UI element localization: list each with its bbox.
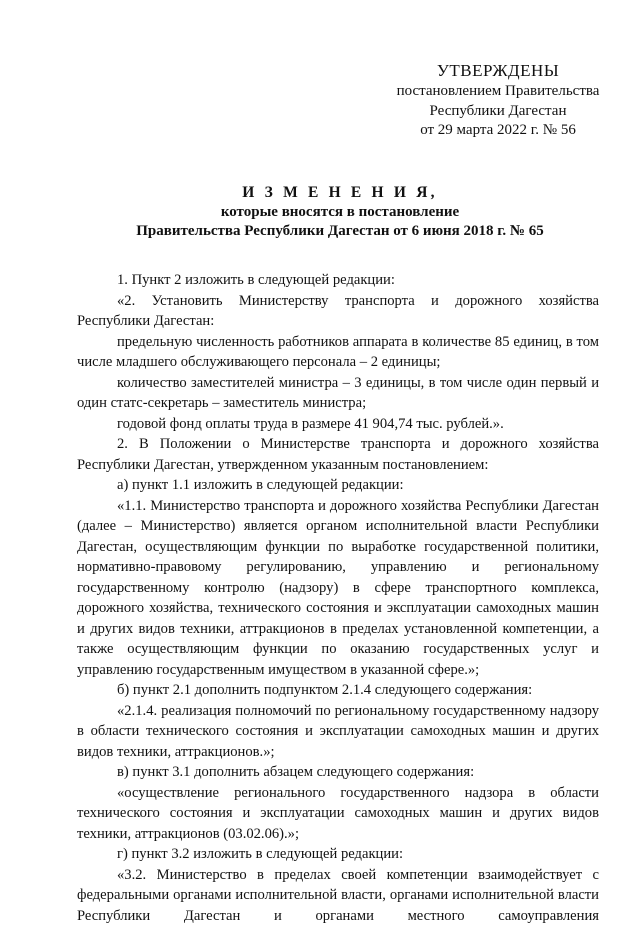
- paragraph: в) пункт 3.1 дополнить абзацем следующего содержания:: [77, 762, 599, 783]
- paragraph: количество заместителей министра – 3 единицы, в том числе один первый и один статс-секретарь – заместитель министра;: [77, 373, 599, 414]
- approval-block: [388, 60, 608, 141]
- document-title: И З М Е Н Е Н И Я,: [60, 183, 620, 203]
- paragraph: 2. В Положении о Министерстве транспорта и дорожного хозяйства Республики Дагестан, утвержденном указанным постановлением:: [77, 434, 599, 475]
- approval-date: от 29 марта 2022 г. № 56: [388, 121, 608, 141]
- paragraph: «1.1. Министерство транспорта и дорожного хозяйства Республики Дагестан (далее – Министерство) является органом исполнительной власти Республики Дагестан, осуществляющим функции по выработке государственной политики, нормативно-правовому регулированию, управлению и региональному государственному контролю (надзору) в сфере транспортного комплекса, дорожного хозяйства, технического состояния и эксплуатации самоходных машин и других видов техники, аттракционов в пределах установленной компетенции, а также осуществляющим функции по оказанию государственных услуг и управлению государственным имуществом в указанной сфере.»;: [77, 496, 599, 681]
- approval-line: постановлением Правительства: [388, 82, 608, 102]
- paragraph: а) пункт 1.1 изложить в следующей редакции:: [77, 475, 599, 496]
- approval-line: Республики Дагестан: [388, 102, 608, 122]
- document-body: [77, 270, 599, 926]
- paragraph: предельную численность работников аппарата в количестве 85 единиц, в том числе младшего обслуживающего персонала – 2 единицы;: [77, 332, 599, 373]
- paragraph: «осуществление регионального государственного надзора в области технического состояния и эксплуатации самоходных машин и других видов техники, аттракционов (03.02.06).»;: [77, 783, 599, 845]
- document-heading: [60, 183, 620, 242]
- paragraph: «2. Установить Министерству транспорта и дорожного хозяйства Республики Дагестан:: [77, 291, 599, 332]
- paragraph: «2.1.4. реализация полномочий по региональному государственному надзору в области технического состояния и эксплуатации самоходных машин и других видов техники, аттракционов.»;: [77, 701, 599, 763]
- paragraph: 1. Пункт 2 изложить в следующей редакции:: [77, 270, 599, 291]
- approval-title: УТВЕРЖДЕНЫ: [388, 60, 608, 82]
- paragraph: г) пункт 3.2 изложить в следующей редакции:: [77, 844, 599, 865]
- paragraph: б) пункт 2.1 дополнить подпунктом 2.1.4 следующего содержания:: [77, 680, 599, 701]
- paragraph: годовой фонд оплаты труда в размере 41 904,74 тыс. рублей.».: [77, 414, 599, 435]
- document-subtitle: Правительства Республики Дагестан от 6 июня 2018 г. № 65: [60, 222, 620, 242]
- document-subtitle: которые вносятся в постановление: [60, 203, 620, 223]
- paragraph: «3.2. Министерство в пределах своей компетенции взаимодействует с федеральными органами исполнительной власти, органами исполнительной власти Республики Дагестан и органами местного самоуправления: [77, 865, 599, 926]
